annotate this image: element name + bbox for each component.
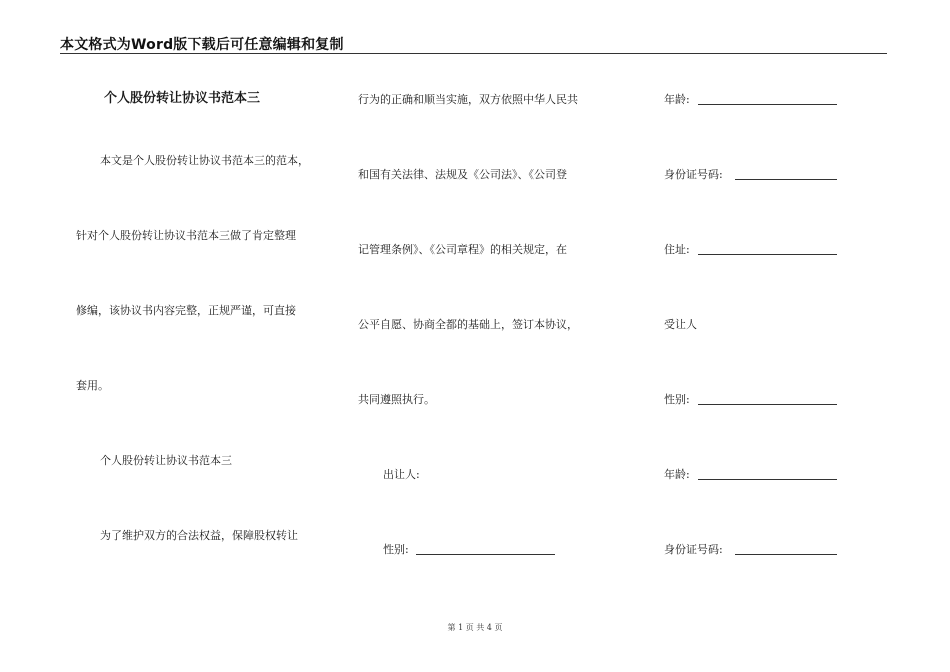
transferor-age-label: 年龄: <box>664 93 690 106</box>
transferee-age-blank[interactable] <box>698 479 837 480</box>
intro-line-2: 针对个人股份转让协议书范本三做了肯定整理 <box>76 229 296 242</box>
intro-line-4: 套用。 <box>76 379 109 392</box>
body-line-2: 行为的正确和顺当实施，双方依照中华人民共 <box>358 93 578 106</box>
header-text: 本文格式为Word版下载后可任意编辑和复制 <box>60 37 344 53</box>
transferee-age-label: 年龄: <box>664 468 690 481</box>
transferee-gender-blank[interactable] <box>698 404 837 405</box>
transferee-id-label: 身份证号码: <box>664 543 723 556</box>
body-line-4: 记管理条例》、《公司章程》的相关规定，在 <box>358 243 567 256</box>
body-line-6: 共同遵照执行。 <box>358 393 435 406</box>
transferor-address-blank[interactable] <box>698 254 837 255</box>
transferee-gender-label: 性别: <box>664 393 690 406</box>
document-title: 个人股份转让协议书范本三 <box>104 91 261 106</box>
transferor-address-label: 住址: <box>664 243 690 256</box>
transferor-label: 出让人: <box>383 468 420 481</box>
transferor-gender-blank[interactable] <box>416 554 555 555</box>
document-header <box>60 34 887 54</box>
transferor-id-label: 身份证号码: <box>664 168 723 181</box>
body-line-3: 和国有关法律、法规及《公司法》、《公司登 <box>358 168 567 181</box>
transferor-gender-label: 性别: <box>383 543 409 556</box>
transferor-age-blank[interactable] <box>698 104 837 105</box>
body-line-5: 公平自愿、协商全都的基础上，签订本协议， <box>358 318 578 331</box>
body-line-1: 为了维护双方的合法权益，保障股权转让 <box>100 529 298 542</box>
intro-line-3: 修编，该协议书内容完整，正规严谨，可直接 <box>76 304 296 317</box>
transferee-id-blank[interactable] <box>735 554 837 555</box>
page-number: 第 1 页 共 4 页 <box>447 623 503 632</box>
section-subtitle: 个人股份转让协议书范本三 <box>100 454 232 467</box>
transferee-label: 受让人 <box>664 318 697 331</box>
intro-line-1: 本文是个人股份转让协议书范本三的范本， <box>100 154 309 167</box>
transferor-id-blank[interactable] <box>735 179 837 180</box>
